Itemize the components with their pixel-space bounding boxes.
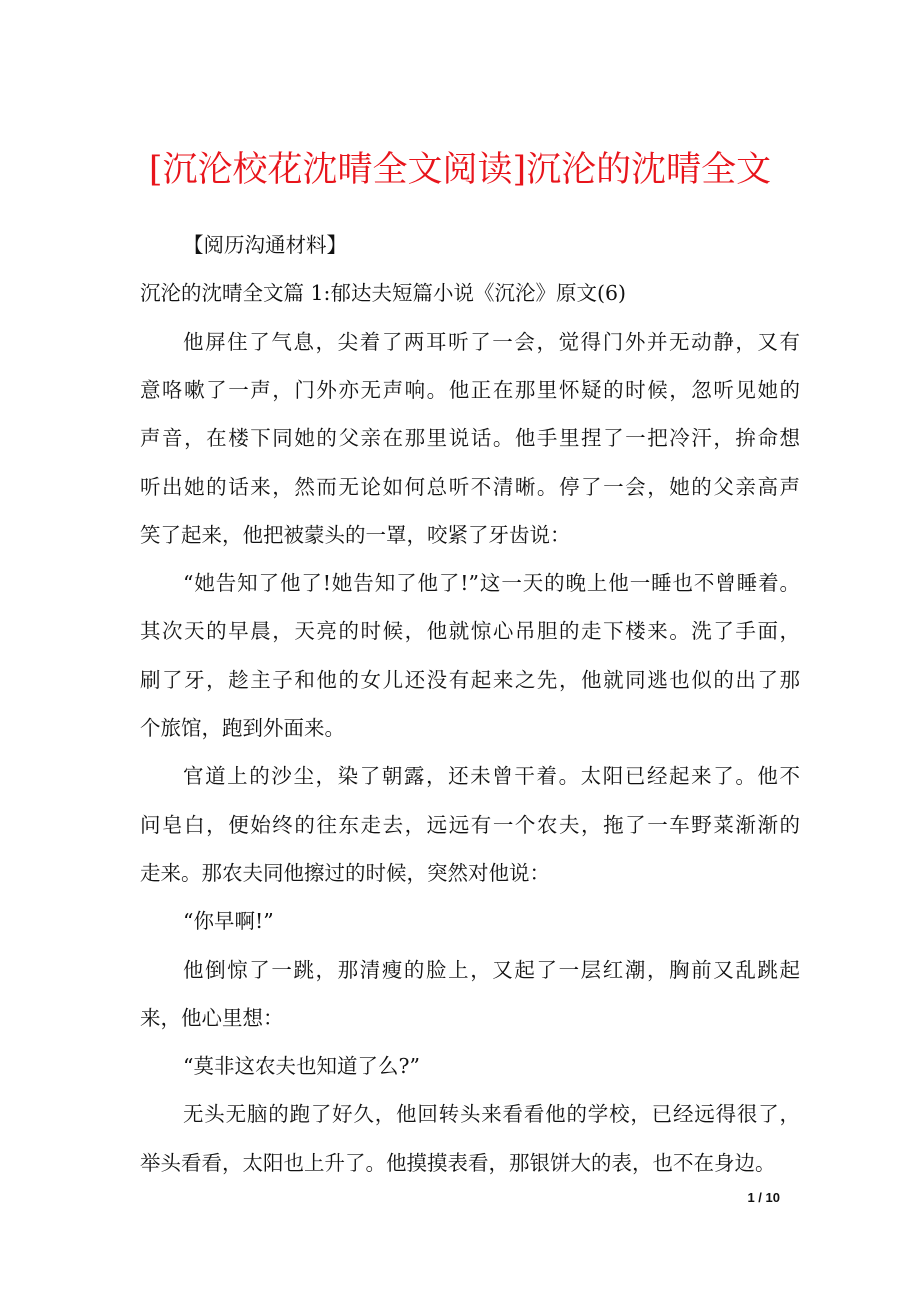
paragraph-line: 问皂白，便始终的往东走去，远远有一个农夫，拖了一车野菜渐渐的 (140, 812, 800, 837)
paragraph-line: “你早啊!” (183, 909, 274, 934)
paragraph-line: 笑了起来，他把被蒙头的一罩，咬紧了牙齿说： (140, 522, 571, 547)
paragraph-line: 他屏住了气息，尖着了两耳听了一会，觉得门外并无动静，又有 (183, 329, 800, 354)
paragraph-line: 声音，在楼下同她的父亲在那里说话。他手里捏了一把冷汗，拚命想 (140, 426, 800, 451)
paragraph-line: 个旅馆，跑到外面来。 (140, 716, 345, 740)
paragraph-line: 刷了牙，趁主子和他的女儿还没有起来之先，他就同逃也似的出了那 (140, 667, 800, 692)
paragraph-line: 他倒惊了一跳，那清瘦的脸上，又起了一层红潮，胸前又乱跳起 (183, 957, 800, 982)
paragraph-line: 走来。那农夫同他擦过的时候，突然对他说： (140, 860, 550, 885)
paragraph-line: 官道上的沙尘，染了朝露，还未曾干着。太阳已经起来了。他不 (183, 764, 800, 789)
document-title: [沉沦校花沈晴全文阅读]沉沦的沈晴全文 (148, 150, 772, 190)
paragraph-line: 无头无脑的跑了好久，他回转头来看看他的学校，已经远得很了， (183, 1102, 800, 1127)
paragraph-line: 来，他心里想： (140, 1005, 284, 1030)
paragraph-line: 沉沦的沈晴全文篇 1:郁达夫短篇小说《沉沦》原文(6) (140, 281, 627, 306)
paragraph-line: 其次天的早晨，天亮的时候，他就惊心吊胆的走下楼来。洗了手面， (140, 619, 800, 644)
paragraph-line: 举头看看，太阳也上升了。他摸摸表看，那银饼大的表，也不在身边。 (140, 1150, 776, 1175)
paragraph-line: “莫非这农夫也知道了么?” (183, 1054, 420, 1079)
paragraph-line: 【阅历沟通材料】 (183, 233, 347, 257)
paragraph-line: 意咯嗽了一声，门外亦无声响。他正在那里怀疑的时候，忽听见她的 (140, 377, 800, 402)
paragraph-line: “她告知了他了!她告知了他了!”这一天的晚上他一睡也不曾睡着。 (183, 571, 800, 596)
page-number: 1 / 10 (747, 1190, 780, 1205)
paragraph-line: 听出她的话来，然而无论如何总听不清晰。停了一会，她的父亲高声 (140, 474, 800, 499)
